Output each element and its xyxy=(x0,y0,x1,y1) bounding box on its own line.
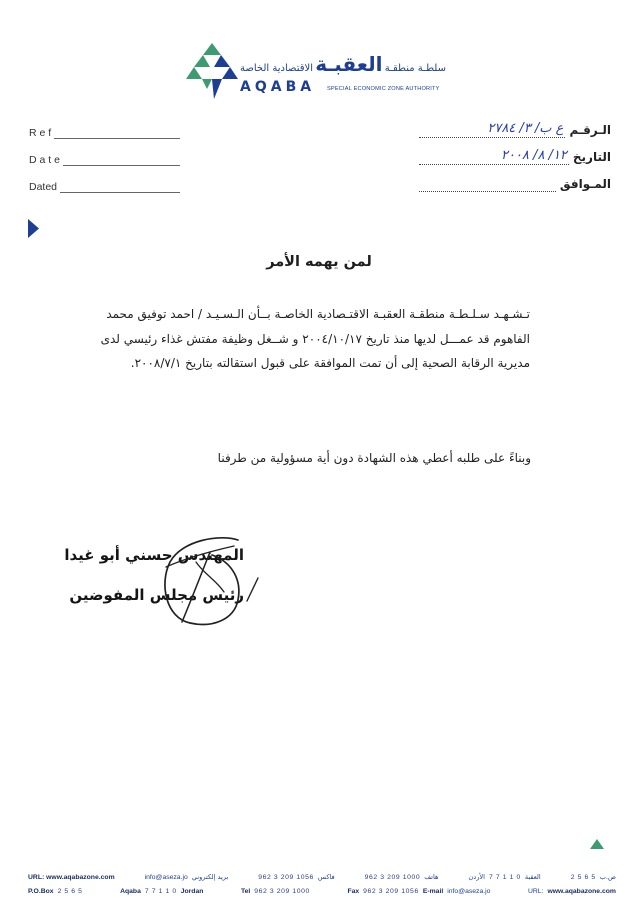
org-name-ar-part1: سلطـة منطقـة xyxy=(384,63,446,74)
footer-tel-group xyxy=(241,887,310,897)
footer-pobox-group xyxy=(28,887,83,897)
footer-pobox-group-ar xyxy=(571,872,616,883)
date-line-ar xyxy=(419,149,569,165)
date-field-en xyxy=(29,154,180,166)
signatory-name: المهندس حسني أبو غيدا xyxy=(64,546,244,564)
dated-field-en xyxy=(29,181,180,193)
footer-country: Jordan xyxy=(180,888,204,895)
footer-email: info@aseza.jo xyxy=(144,874,188,881)
footer-email-label-ar: بريد إلكتروني xyxy=(191,873,229,881)
up-triangle-icon xyxy=(590,839,604,849)
footer-postcode: 7 7 1 1 0 xyxy=(144,888,177,895)
footer-address-group-ar xyxy=(468,872,540,883)
signatory-position: رئيس مجلس المفوضين xyxy=(69,586,244,604)
footer-line-1 xyxy=(28,872,616,883)
footer-url: URL: www.aqabazone.com xyxy=(28,874,115,881)
body-line-3: مديرية الرقابة الصحية إلى أن تمت الموافقة على قبول استقالته بتاريخ ٢٠٠٨/٧/١. xyxy=(130,356,530,370)
footer-city-ar: العقبة xyxy=(524,873,541,881)
footer-pobox-label-ar: ص.ب xyxy=(599,873,616,881)
footer-fax-email-group xyxy=(347,887,490,897)
org-name-ar-part3: الاقتصادية الخاصة xyxy=(240,63,313,74)
date-label-ar: التاريخ xyxy=(572,150,611,164)
footer-url-label: URL: xyxy=(527,888,544,895)
date-line-en xyxy=(63,156,180,166)
footer-fax-label-ar: فاكس xyxy=(317,873,335,881)
org-name-english: SPECIAL ECONOMIC ZONE AUTHORITY xyxy=(327,86,440,92)
aseza-logo-icon xyxy=(186,43,238,99)
org-name-short: AQABA xyxy=(240,79,316,95)
footer-postcode-ar: 7 7 1 1 0 xyxy=(488,874,521,881)
footer-email-group-ar xyxy=(145,872,229,883)
date-label-en: D a t e xyxy=(29,154,60,166)
footer-pobox-ar: 2 5 6 5 xyxy=(570,874,596,881)
closing-statement: وبناءً على طلبه أعطي هذه الشهادة دون أية مسؤولية من طرفنا xyxy=(217,451,531,465)
org-name-ar-part2: العقبـة xyxy=(315,52,383,76)
dated-line-en xyxy=(60,183,180,193)
footer-fax-ar: 962 3 209 1056 xyxy=(258,874,314,881)
footer-fax: 962 3 209 1056 xyxy=(363,888,419,895)
dated-label-ar: المـوافق xyxy=(559,177,611,191)
body-line-1: تـشـهـد سـلـطـة منطقـة العقبـة الاقتـصادية الخاصـة بــأن الـسـيـد / احمد توفيق محمد xyxy=(106,307,530,321)
footer-line-2 xyxy=(28,887,616,897)
footer-tel-label: Tel xyxy=(240,888,251,895)
dated-label-en: Dated xyxy=(29,181,58,193)
footer-email-label: E-mail xyxy=(422,888,444,895)
footer-pobox: 2 5 6 5 xyxy=(57,888,83,895)
ref-label-en: R e f xyxy=(29,127,52,139)
right-triangle-icon xyxy=(28,219,39,238)
footer-url-group-en xyxy=(528,887,616,897)
footer-pobox-label: P.O.Box xyxy=(28,888,54,895)
ref-label-ar: الـرقـم xyxy=(569,123,611,137)
ref-value-handwritten: ع ب/ ٣/ ٢٧٨٤ xyxy=(487,121,564,136)
ref-field-ar xyxy=(419,122,611,138)
ref-line-ar xyxy=(419,122,565,138)
footer-fax-label: Fax xyxy=(347,888,360,895)
footer-tel-group-ar xyxy=(365,872,439,883)
footer-tel-label-ar: هاتف xyxy=(424,873,439,881)
org-name-arabic xyxy=(240,46,446,76)
footer-email-en: info@aseza.jo xyxy=(447,888,491,895)
footer-address-group xyxy=(120,887,203,897)
letter-title: لمن يهمه الأمر xyxy=(266,254,372,270)
dated-field-ar xyxy=(419,176,611,192)
footer-fax-group-ar xyxy=(258,872,334,883)
footer-tel-ar: 962 3 209 1000 xyxy=(364,874,421,881)
dated-line-ar xyxy=(419,176,556,192)
footer-url-en: www.aqabazone.com xyxy=(547,888,616,895)
ref-field-en xyxy=(29,127,180,139)
footer-url-group xyxy=(28,873,115,883)
footer-country-ar: الأردن xyxy=(468,873,485,881)
body-line-2: الفاهوم قد عمـــل لديها منذ تاريخ ٢٠٠٤/١٠/١٧ و شــغل وظيفة مفتش غذاء رئيسي لدى xyxy=(100,332,530,346)
footer-tel: 962 3 209 1000 xyxy=(254,888,310,895)
date-value-handwritten: ١٢/ ٨/ ٢٠٠٨ xyxy=(500,148,567,163)
handwritten-signature xyxy=(150,522,265,634)
date-field-ar xyxy=(419,149,611,165)
footer-city: Aqaba xyxy=(120,888,141,895)
ref-line-en xyxy=(54,129,180,139)
